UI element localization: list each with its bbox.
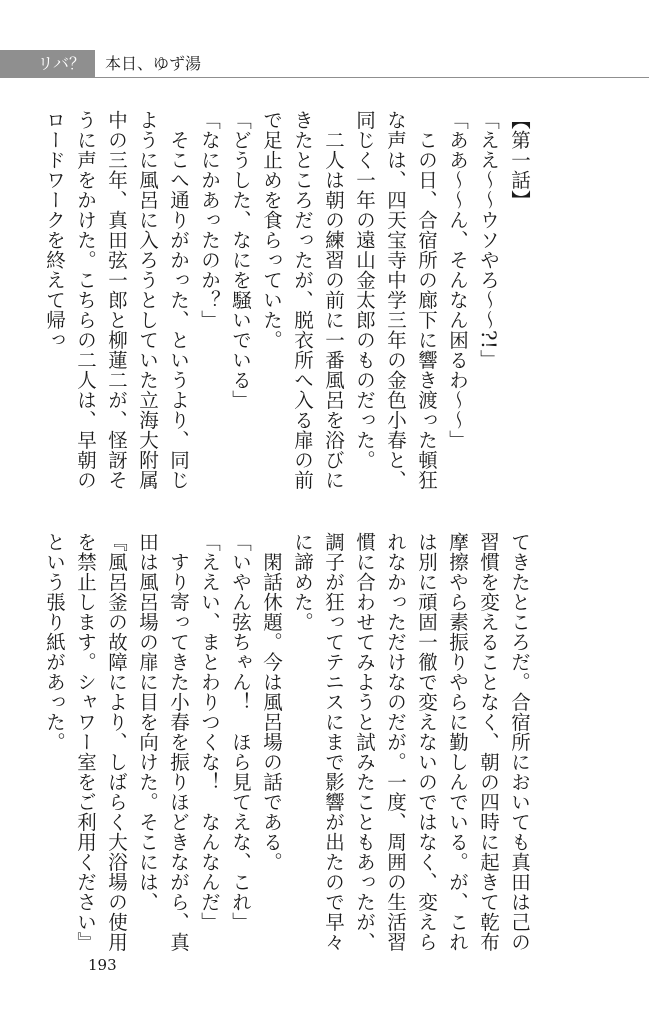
page-number: 193: [88, 956, 117, 974]
dialogue-line: 「どうした、なにを騒いでいる」: [229, 110, 252, 410]
dialogue-line: 「ああ〜〜ん、そんなん困るわ〜〜」: [446, 110, 469, 450]
paragraph: そこへ通りがかった、というより、同じように風呂に入ろうとしていた立海大附属中の三年、真田弦一郎と柳蓮二が、怪訝そうに声をかけた。こちらの二人は、早朝のロードワークを終えて帰っ: [43, 110, 190, 490]
series-label: リバ？: [0, 50, 95, 78]
chapter-title: 本日、ゆず湯: [105, 54, 202, 73]
text-column-lower: [43, 532, 535, 952]
chapter-heading: 【第一話】: [508, 110, 531, 210]
dialogue-line: 「いやん弦ちゃん！ ほら見てえな、これ」: [229, 532, 252, 932]
dialogue-line: 「ええい、まとわりつくな！ なんなんだ」: [198, 532, 221, 932]
paragraph: 二人は朝の練習の前に一番風呂を浴びにきたところだったが、脱衣所へ入る扉の前で足止めを食らっていた。: [260, 110, 345, 490]
dialogue-line: 「なにかあったのか？」: [198, 110, 221, 330]
paragraph: てきたところだ。合宿所においても真田は己の習慣を変えることなく、朝の四時に起きて乾布摩擦やら素振りやらに勤しんでいる。が、これは別に頑固一徹で変えないのではなく、変えられなかっただけなのだが。一度、周囲の生活習慣に合わせてみようと試みたこともあったが、調子が狂ってテニスにまで影響が出たので早々に諦めた。: [291, 532, 531, 952]
paragraph: 閑話休題。今は風呂場の話である。: [260, 551, 283, 872]
header-rule: [0, 77, 649, 78]
dialogue-line: 「ええ〜〜ウソやろ〜〜?!」: [477, 110, 500, 370]
text-column-upper: [43, 110, 535, 505]
paragraph: 『風呂釜の故障により、しばらく大浴場の使用を禁止します。シャワー室をご利用ください』という張り紙があった。: [43, 532, 128, 952]
running-header: [0, 50, 649, 78]
paragraph: すり寄ってきた小春を振りほどきながら、真田は風呂場の扉に目を向けた。そこには、: [136, 532, 190, 952]
paragraph: この日、合宿所の廊下に響き渡った頓狂な声は、四天宝寺中学三年の金色小春と、同じく一年の遠山金太郎のものだった。: [353, 110, 438, 490]
